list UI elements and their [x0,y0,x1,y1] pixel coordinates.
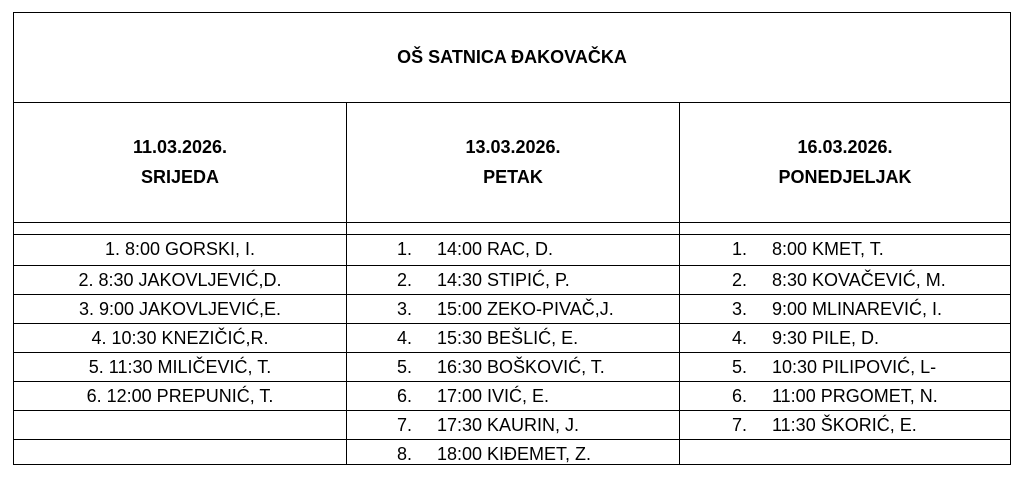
schedule-table [13,12,1011,465]
table-row [14,266,1010,295]
table-row [14,295,1010,324]
slot-number: 6. [732,386,748,406]
header-date-2: 13.03.2026. [465,137,561,157]
slot-number: 4. [397,328,413,348]
slot-petak [347,324,679,353]
row-divider [14,323,1010,324]
slot-srijeda: 1. 8:00 GORSKI, I. [104,239,256,259]
header-day-1: SRIJEDA [140,167,220,187]
slot-petak [347,235,679,264]
slot-text: 18:00 KIĐEMET, Z. [437,444,592,464]
slot-text: 17:00 IVIĆ, E. [437,386,550,406]
slot-petak [347,353,679,382]
slot-petak [347,382,679,411]
slot-number: 8. [397,444,413,464]
row-divider [14,234,1010,235]
table-row [14,353,1010,382]
slot-text: 8:00 KMET, T. [772,239,884,259]
slot-text: 14:30 STIPIĆ, P. [437,270,570,290]
slot-petak [347,266,679,295]
header-day-3: PONEDJELJAK [778,167,912,187]
slot-srijeda: 2. 8:30 JAKOVLJEVIĆ,D. [78,270,282,290]
slot-number: 3. [732,299,748,319]
slot-petak [347,440,679,469]
schedule-body [14,222,1010,464]
slot-text: 11:00 PRGOMET, N. [772,386,938,406]
slot-srijeda: 4. 10:30 KNEZIČIĆ,R. [91,328,269,348]
slot-ponedjeljak [680,266,1010,295]
slot-petak [347,411,679,440]
header-date-3: 16.03.2026. [797,137,893,157]
row-divider [14,352,1010,353]
header-date-1: 11.03.2026. [132,137,228,157]
header-day-2: PETAK [483,167,543,187]
slot-srijeda: 5. 11:30 MILIČEVIĆ, T. [88,357,272,377]
slot-number: 6. [397,386,413,406]
slot-srijeda: 3. 9:00 JAKOVLJEVIĆ,E. [78,299,282,319]
slot-number: 3. [397,299,413,319]
slot-text: 16:30 BOŠKOVIĆ, T. [437,357,605,377]
table-row [14,382,1010,411]
table-row [14,411,1010,440]
slot-text: 8:30 KOVAČEVIĆ, M. [772,270,946,290]
slot-ponedjeljak [680,382,1010,411]
slot-number: 2. [397,270,413,290]
table-row [14,235,1010,264]
slot-text: 10:30 PILIPOVIĆ, L- [772,357,937,377]
slot-number: 4. [732,328,748,348]
header-cell-1 [14,102,346,222]
row-divider [14,439,1010,440]
row-divider [14,410,1010,411]
slot-number: 1. [732,239,748,259]
slot-number: 1. [397,239,413,259]
slot-ponedjeljak [680,353,1010,382]
slot-ponedjeljak [680,324,1010,353]
slot-number: 5. [732,357,748,377]
slot-srijeda: 6. 12:00 PREPUNIĆ, T. [86,386,274,406]
slot-text: 9:00 MLINAREVIĆ, I. [772,299,943,319]
row-divider [14,294,1010,295]
table-title: OŠ SATNICA ĐAKOVAČKA [14,13,1010,103]
slot-text: 17:30 KAURIN, J. [437,415,580,435]
slot-text: 15:30 BEŠLIĆ, E. [437,328,579,348]
slot-number: 7. [397,415,413,435]
slot-text: 9:30 PILE, D. [772,328,880,348]
header-cell-3 [680,102,1010,222]
slot-text: 11:30 ŠKORIĆ, E. [772,415,917,435]
slot-petak [347,295,679,324]
slot-text: 14:00 RAC, D. [437,239,554,259]
slot-number: 7. [732,415,748,435]
row-divider [14,265,1010,266]
header-cell-2 [347,102,679,222]
table-row [14,440,1010,469]
slot-text: 15:00 ZEKO-PIVAČ,J. [437,299,614,319]
slot-number: 2. [732,270,748,290]
header-row [14,102,1010,223]
table-row [14,324,1010,353]
slot-ponedjeljak [680,411,1010,440]
slot-ponedjeljak [680,235,1010,264]
row-divider [14,381,1010,382]
slot-ponedjeljak [680,295,1010,324]
slot-number: 5. [397,357,413,377]
